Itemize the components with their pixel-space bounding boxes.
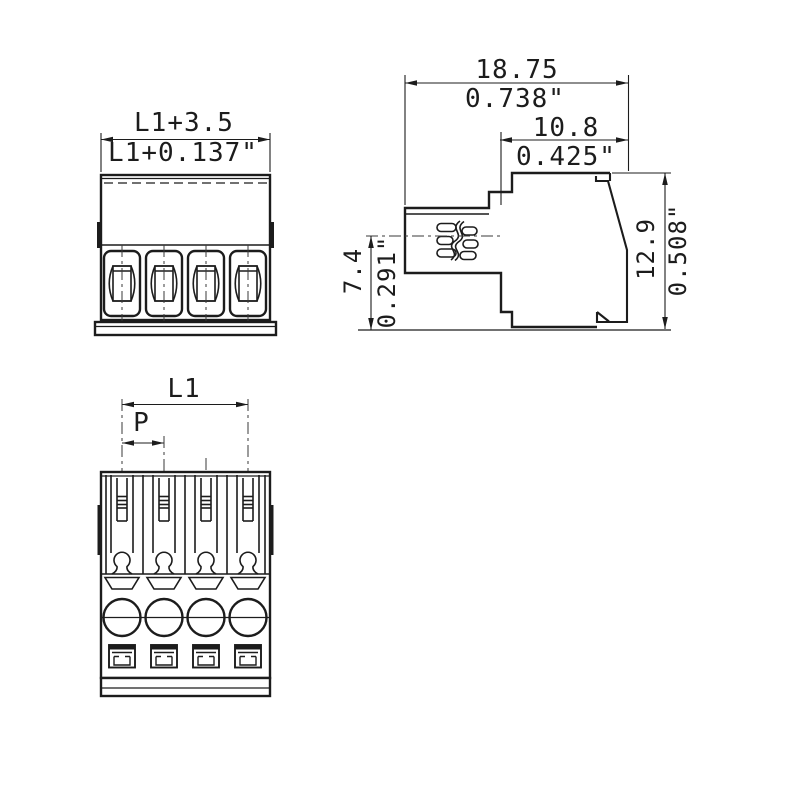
terminal-opening-2 [146, 245, 182, 322]
side-view-dimension-body-depth [500, 113, 628, 205]
dim-label-total-mm: L1+3.5 [134, 108, 234, 138]
base-flange [95, 322, 276, 335]
dim-label-body-depth-in: 0.425" [516, 142, 616, 172]
strain-relief-symbol [437, 221, 478, 261]
dim-label-body-depth-mm: 10.8 [532, 113, 600, 143]
housing-profile [405, 173, 610, 327]
dim-label-total-in: L1+0.137" [108, 138, 258, 168]
front-view-body [95, 175, 276, 335]
front-view-dimension-total-width [101, 108, 270, 172]
bottom-view-body [98, 472, 274, 696]
dim-label-height-mm: 12.9 [632, 218, 660, 280]
side-latch-tab-right [270, 222, 274, 248]
front-view [95, 108, 276, 335]
dim-label-height-in: 0.508" [664, 203, 692, 297]
terminal-opening-1 [104, 245, 140, 322]
side-view-dimension-wire-axis [339, 236, 401, 330]
bottom-view-dimension-length [122, 374, 248, 405]
dim-label-wire-in: 0.291" [373, 235, 401, 329]
side-view [339, 55, 692, 330]
base-flange [101, 678, 270, 696]
locking-latch [596, 173, 627, 322]
bottom-view-dimension-pitch [122, 408, 164, 443]
dim-label-depth-in: 0.738" [465, 84, 565, 114]
dim-label-length: L1 [167, 374, 201, 404]
side-latch-tab-right [270, 505, 274, 555]
dim-label-wire-mm: 7.4 [339, 247, 367, 295]
side-latch-tab-left [97, 222, 101, 248]
side-latch-tab-left [98, 505, 102, 555]
dim-label-depth-mm: 18.75 [475, 55, 559, 85]
side-view-dimension-height [612, 173, 692, 329]
bottom-view [98, 374, 274, 696]
terminal-opening-3 [188, 245, 224, 322]
dim-label-pitch: P [133, 408, 150, 438]
terminal-opening-4 [230, 245, 266, 322]
